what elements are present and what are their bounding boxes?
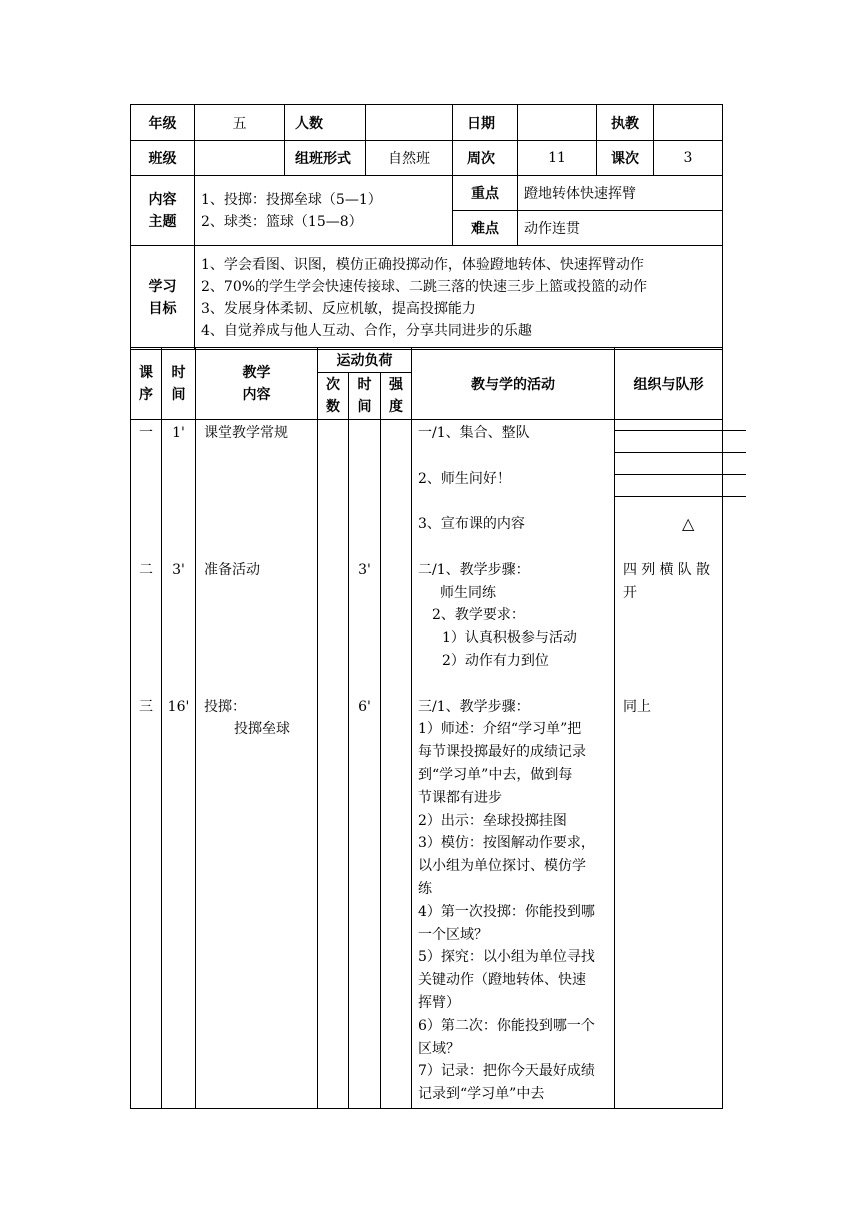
col-intensity: 强 度 — [381, 373, 412, 420]
formation-line — [614, 452, 746, 453]
col-duration: 时 间 — [349, 373, 381, 420]
count-label: 人数 — [285, 105, 366, 141]
activity-line: 每节课投掷最好的成绩记录 — [418, 744, 586, 761]
seq-column — [131, 420, 162, 1109]
goal-item: 1、学会看图、识图，模仿正确投掷动作，体验蹬地转体、快速挥臂动作 — [201, 256, 644, 273]
form-label: 组班形式 — [285, 141, 366, 176]
activity-line: 区域？ — [418, 1040, 460, 1057]
form-value: 自然班 — [366, 141, 453, 176]
activity-line: 2）动作有力到位 — [442, 652, 549, 669]
date-label: 日期 — [453, 105, 518, 141]
activity-line: 2、师生问好！ — [418, 470, 511, 487]
activity-line: 3）模仿：按图解动作要求， — [418, 835, 595, 852]
week-value: 11 — [518, 141, 597, 176]
activity-line: 4）第一次投掷：你能投到哪 — [418, 903, 595, 920]
goal-item: 3、发展身体柔韧、反应机敏，提高投掷能力 — [201, 300, 476, 317]
formation-3: 同上 — [623, 698, 651, 715]
activity-column — [412, 420, 615, 1109]
content-column — [196, 420, 318, 1109]
content-item: 2、球类：篮球（15—8） — [201, 213, 363, 230]
activity-line: 师生同练 — [440, 584, 496, 601]
seq-3: 三 — [139, 698, 153, 715]
focus-value: 蹬地转体快速挥臂 — [518, 176, 723, 211]
col-seq: 课 序 — [131, 348, 162, 420]
activity-line: 练 — [418, 880, 432, 897]
difficulty-label: 难点 — [453, 211, 518, 246]
lesson-header — [130, 104, 722, 350]
class-label: 班级 — [131, 141, 195, 176]
teacher-triangle-icon: △ — [682, 514, 695, 533]
content-2: 准备活动 — [204, 561, 260, 578]
header-table — [130, 104, 723, 350]
duration-column — [349, 420, 381, 1109]
activity-line: 一/1、集合、整队 — [418, 425, 530, 441]
activity-line: 2、教学要求： — [432, 607, 525, 624]
formation-2-tail: 开 — [623, 584, 637, 601]
activity-line: 到“学习单”中去，做到每 — [418, 766, 573, 783]
formation-2: 四 列 横 队 散 — [623, 561, 710, 578]
activity-line: 以小组为单位探讨、模仿学 — [418, 858, 586, 875]
lesson-label: 课次 — [597, 141, 654, 176]
activity-line: 6）第二次：你能投到哪一个 — [418, 1017, 595, 1034]
activity-line: 关键动作（蹬地转体、快速 — [418, 972, 586, 989]
formation-diagram — [614, 428, 746, 538]
content-theme-value — [195, 176, 453, 246]
content-item: 1、投掷：投掷垒球（5—1） — [201, 191, 382, 208]
grade-value: 五 — [195, 105, 285, 141]
goal-item: 2、70%的学生学会快速传接球、二跳三落的快速三步上篮或投篮的动作 — [201, 278, 648, 295]
focus-label: 重点 — [453, 176, 518, 211]
activity-line: 5）探究：以小组为单位寻找 — [418, 949, 595, 966]
activity-line: 三/1、教学步骤： — [418, 698, 530, 715]
lesson-value: 3 — [654, 141, 723, 176]
class-value — [195, 141, 285, 176]
col-content: 教学 内容 — [196, 348, 318, 420]
content-1: 课堂教学常规 — [204, 425, 288, 441]
activity-line: 记录到“学习单”中去 — [418, 1086, 545, 1103]
time-column — [162, 420, 196, 1109]
goal-item: 4、自觉养成与他人互动、合作，分享共同进步的乐趣 — [201, 322, 532, 339]
activity-line: 3、宣布课的内容 — [418, 516, 525, 533]
date-value — [518, 105, 597, 141]
content-3: 投掷： — [204, 698, 246, 715]
activity-line: 二/1、教学步骤： — [418, 561, 530, 578]
activity-line: 节课都有进步 — [418, 789, 502, 806]
time-1: 1' — [172, 425, 185, 441]
activity-line: 1）认真积极参与活动 — [442, 630, 577, 647]
content-theme-label: 内容 主题 — [131, 176, 195, 246]
difficulty-value: 动作连贯 — [518, 211, 723, 246]
time-2: 3' — [172, 561, 185, 578]
goals-label: 学习 目标 — [131, 246, 195, 350]
content-3-sub: 投掷垒球 — [234, 721, 290, 738]
count-value — [366, 105, 453, 141]
reps-column — [318, 420, 349, 1109]
activity-line: 7）记录：把你今天最好成绩 — [418, 1063, 595, 1080]
teacher-value — [654, 105, 723, 141]
intensity-column — [381, 420, 412, 1109]
activity-line: 一个区域？ — [418, 926, 488, 943]
duration-2: 3' — [358, 561, 371, 578]
grade-label: 年级 — [131, 105, 195, 141]
goals-list — [195, 246, 723, 350]
formation-line — [614, 496, 746, 497]
time-3: 16' — [167, 698, 190, 715]
col-load: 运动负荷 — [318, 348, 412, 373]
formation-line — [614, 430, 746, 431]
formation-line — [614, 474, 746, 475]
week-label: 周次 — [453, 141, 518, 176]
activity-line: 2）出示：垒球投掷挂图 — [418, 812, 567, 829]
col-formation: 组织与队形 — [615, 348, 723, 420]
seq-1: 一 — [139, 425, 153, 441]
duration-3: 6' — [358, 698, 371, 715]
teacher-label: 执教 — [597, 105, 654, 141]
col-activity: 教与学的活动 — [412, 348, 615, 420]
seq-2: 二 — [139, 561, 153, 578]
col-reps: 次 数 — [318, 373, 349, 420]
activity-line: 挥臂） — [418, 994, 460, 1011]
activity-line: 1）师述：介绍“学习单”把 — [418, 721, 582, 738]
col-time: 时 间 — [162, 348, 196, 420]
